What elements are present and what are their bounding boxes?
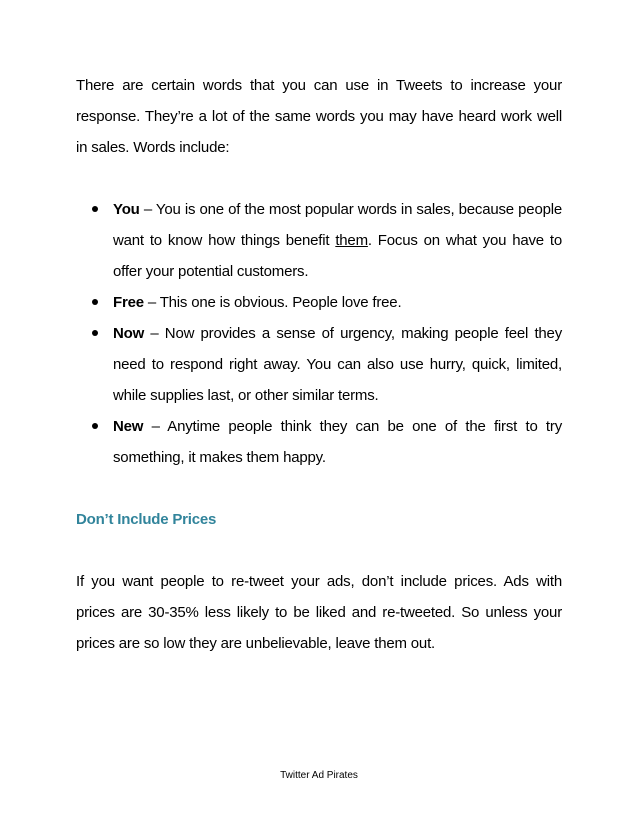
page-footer: Twitter Ad Pirates [280,770,358,781]
list-item-free [76,287,562,318]
body-paragraph: If you want people to re-tweet your ads, don’t include prices. Ads with prices are 30-35% less likely to be liked and re-tweeted. So unless your prices are so low they are unbelievable, leave them out. [76,573,562,652]
list-item-now [76,318,562,411]
intro-paragraph: There are certain words that you can use in Tweets to increase your response. They’re a lot of the same words you may have heard work well in sales. Words include: [76,77,562,156]
desc-new: – Anytime people think they can be one of the first to try something, it makes them happy. [113,418,562,466]
term-free: Free [113,294,144,311]
bullet-icon [92,423,98,429]
page-content [76,70,562,659]
bullet-icon [92,206,98,212]
desc-you-post: . Focus on what you have to offer your potential customers. [113,232,562,280]
desc-you-emphasis: them [335,232,368,249]
desc-you-pre: – You is one of the most popular words in sales, because people want to know how things benefit [113,201,562,249]
term-you: You [113,201,140,218]
bullet-icon [92,299,98,305]
list-item-new [76,411,562,473]
term-new: New [113,418,144,435]
desc-now: – Now provides a sense of urgency, making people feel they need to respond right away. You can also use hurry, quick, limited, while supplies last, or other similar terms. [113,325,562,404]
section-heading: Don’t Include Prices [76,511,217,528]
desc-free: – This one is obvious. People love free. [143,294,402,311]
list-item-you [76,194,562,287]
bullet-icon [92,330,98,336]
word-list [76,194,562,473]
term-now: Now [113,325,145,342]
